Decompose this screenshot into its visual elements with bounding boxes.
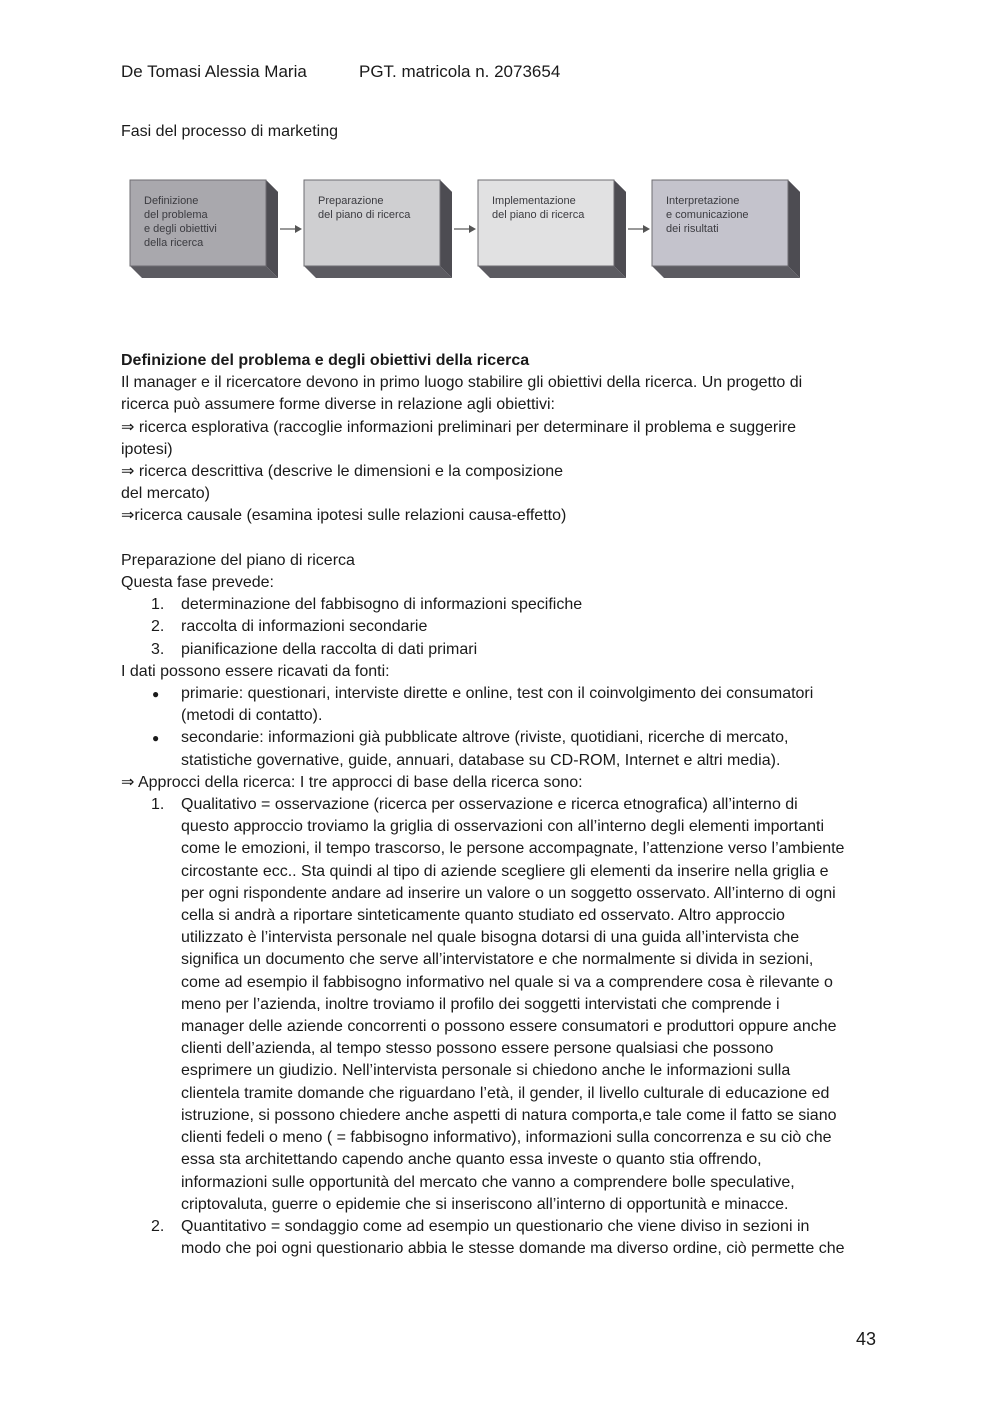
- arrow-head-icon: [643, 225, 650, 233]
- paragraph-line: per ogni rispondente andare ad inserire un valore o un soggetto osservato. All’interno di ogni: [181, 884, 836, 902]
- paragraph-line: essa sta architettando capendo anche quanto essa investe o quanto stia offrendo,: [181, 1151, 762, 1169]
- process-step-label: e comunicazione: [666, 209, 749, 221]
- list-item: ● primarie: questionari, interviste dirette e online, test con il coinvolgimento dei consumatori (metodi di contatto).: [152, 685, 814, 725]
- paragraph-line: ricerca può assumere forme diverse in relazione agli obiettivi:: [121, 396, 555, 414]
- process-step-label: dei risultati: [666, 223, 719, 235]
- paragraph-line: circostante ecc.. Sta quindi al tipo di aziende scegliere gli elementi da inserire nella griglia e: [181, 862, 829, 880]
- page-header: [121, 61, 560, 83]
- section-heading: Preparazione del piano di ricerca: [121, 551, 355, 569]
- process-step-label: Implementazione: [492, 195, 576, 207]
- paragraph-line: Il manager e il ricercatore devono in primo luogo stabilire gli obiettivi della ricerca. Un progetto di: [121, 374, 803, 392]
- page-number: 43: [856, 1329, 877, 1349]
- list-item: 3. pianificazione della raccolta di dati primari: [151, 640, 478, 658]
- paragraph-line: questo approccio troviamo la griglia di osservazioni con all’interno degli elementi importanti: [181, 818, 824, 836]
- paragraph-line: ⇒ricerca causale (esamina ipotesi sulle relazioni causa-effetto): [121, 507, 567, 525]
- paragraph-line: ⇒ ricerca esplorativa (raccoglie informazioni preliminari per determinare il problema e suggerire: [121, 418, 797, 436]
- paragraph-line: istruzione, si possono chiedere anche aspetti di natura comporta,e tale come il fatto se siano: [181, 1106, 837, 1124]
- paragraph-line: criptovaluta, guerre o epidemie che si inseriscono all’interno di opportunità e minacce.: [181, 1195, 789, 1213]
- process-step-label: del piano di ricerca: [492, 209, 585, 221]
- list-item: ● secondarie: informazioni già pubblicate altrove (riviste, quotidiani, ricerche di mercato, statistiche governative, guide, annuari, database su CD-ROM, Internet e altri media).: [152, 729, 789, 769]
- paragraph-line: I dati possono essere ricavati da fonti:: [121, 662, 390, 680]
- paragraph-line: Questa fase prevede:: [121, 574, 274, 592]
- paragraph-line: significa un documento che serve all’intervistatore e che normalmente si divida in sezioni,: [181, 951, 814, 969]
- arrow-head-icon: [469, 225, 476, 233]
- diagram-title: Fasi del processo di marketing: [121, 123, 338, 140]
- process-step-box: [478, 180, 626, 278]
- approaches-list: [121, 794, 891, 1260]
- paragraph-line: ⇒ ricerca descrittiva (descrive le dimensioni e la composizione: [121, 463, 564, 481]
- process-step-label: della ricerca: [144, 237, 204, 249]
- paragraph-line: cella si andrà a riportare sinteticamente quanto studiato ed osservato. Altro approccio: [181, 907, 785, 925]
- list-item: 1. determinazione del fabbisogno di informazioni specifiche: [151, 596, 583, 614]
- paragraph-line: Quantitativo = sondaggio come ad esempio un questionario che viene diviso in sezioni in: [181, 1217, 810, 1235]
- marketing-process-diagram: [118, 170, 808, 290]
- paragraph-line: manager delle aziende concorrenti o possono essere consumatori e produttori oppure anche: [181, 1018, 837, 1036]
- process-step-label: del problema: [144, 209, 208, 221]
- paragraph-line: esprimere un giudizio. Nell’intervista personale si chiedono anche le informazioni sulla: [181, 1062, 791, 1080]
- steps-list: [121, 594, 891, 661]
- section-heading: Definizione del problema e degli obiettivi della ricerca: [121, 352, 530, 369]
- process-step-label: Preparazione: [318, 195, 384, 207]
- process-step-label: Definizione: [144, 195, 199, 207]
- list-item: 2. Quantitativo = sondaggio come ad esempio un questionario che viene diviso in sezioni in modo che poi ogni questionario abbia le stesse domande ma diverso ordine, ciò permette che: [121, 1216, 891, 1260]
- process-step-box: [130, 180, 278, 278]
- process-step-box: [652, 180, 800, 278]
- paragraph-line: meno per l’azienda, inoltre troviamo il profilo dei soggetti intervistati che comprende i: [181, 995, 780, 1013]
- paragraph-line: modo che poi ogni questionario abbia le stesse domande ma diverso ordine, ciò permette che: [181, 1240, 845, 1258]
- bullet-icon: ●: [152, 731, 160, 746]
- paragraph-line: clienti dell’azienda, al tempo stesso possono essere persone qualsiasi che possono: [181, 1040, 774, 1058]
- paragraph-line: clientela tramite domande che riguardano l’età, il gender, il livello culturale di educazione ed: [181, 1084, 830, 1102]
- paragraph-line: ipotesi): [121, 440, 173, 458]
- process-step-box: [304, 180, 452, 278]
- process-step-label: e degli obiettivi: [144, 223, 217, 235]
- paragraph-line: Qualitativo = osservazione (ricerca per osservazione e ricerca etnografica) all’interno di: [181, 796, 798, 814]
- author-name: De Tomasi Alessia Maria: [121, 62, 307, 81]
- paragraph-line: utilizzato è l’intervista personale nel quale bisogna dotarsi di una guida all’intervista che: [181, 929, 800, 947]
- list-item: 1. Qualitativo = osservazione (ricerca per osservazione e ricerca etnografica) all’interno di questo approccio troviamo la griglia di osservazioni con all’interno degli elementi importanti come le emozioni, il tempo trascorso, le persone accompagnate, l’attenzione verso l’ambiente circostante ecc.. Sta quindi al tipo di aziende scegliere gli elementi da inserire nella griglia e per ogni rispondente andare ad inserire un valore o un soggetto osservato. All’interno di ogni cella si andrà a riportare sinteticamente quanto studiato ed osservato. Altro approccio utilizzato è l’intervista personale nel quale bisogna dotarsi di una guida all’intervista che significa un documento che serve all’intervistatore e che normalmente si divida in sezioni, come ad esempio il fabbisogno informativo nel quale si va a comprendere cosa è rilevante o meno per l’azienda, inoltre troviamo il profilo dei soggetti intervistati che comprende i manager delle aziende concorrenti o possono essere consumatori e produttori oppure anche clienti dell’azienda, al tempo stesso possono essere persone qualsiasi che possono esprimere un giudizio. Nell’intervista personale si chiedono anche le informazioni sulla clientela tramite domande che riguardano l’età, il gender, il livello culturale di educazione ed istruzione, si possono chiedere anche aspetti di natura comporta,e tale come il fatto se siano clienti fedeli o meno ( = fabbisogno informativo), informazioni sulla concorrenza e su ciò che essa sta architettando capendo anche quanto essa investe o quanto stia offrendo, informazioni sulle opportunità del mercato che vanno a comprendere bolle speculative, criptovaluta, guerre o epidemie che si inseriscono all’interno di opportunità e minacce.: [121, 794, 891, 1216]
- paragraph-line: come ad esempio il fabbisogno informativo nel quale si va a comprendere cosa è rilevante o: [181, 973, 833, 991]
- bullet-icon: ●: [152, 687, 160, 702]
- student-id: PGT. matricola n. 2073654: [359, 62, 561, 81]
- paragraph-line: informazioni sulle opportunità del mercato che vanno a comprendere bolle speculative,: [181, 1173, 795, 1191]
- sources-list: [121, 683, 891, 772]
- arrow-head-icon: [295, 225, 302, 233]
- paragraph-line: ⇒ Approcci della ricerca: I tre approcci di base della ricerca sono:: [121, 773, 583, 791]
- list-item: 2. raccolta di informazioni secondarie: [151, 618, 428, 636]
- paragraph-line: clienti fedeli o meno ( = fabbisogno informativo), informazioni sulla concorrenza e su ciò che: [181, 1129, 832, 1147]
- process-step-label: Interpretazione: [666, 195, 740, 207]
- paragraph-line: del mercato): [121, 485, 210, 503]
- main-content: [121, 350, 891, 1260]
- paragraph-line: come le emozioni, il tempo trascorso, le persone accompagnate, l’attenzione verso l’ambiente: [181, 840, 845, 858]
- process-step-label: del piano di ricerca: [318, 209, 411, 221]
